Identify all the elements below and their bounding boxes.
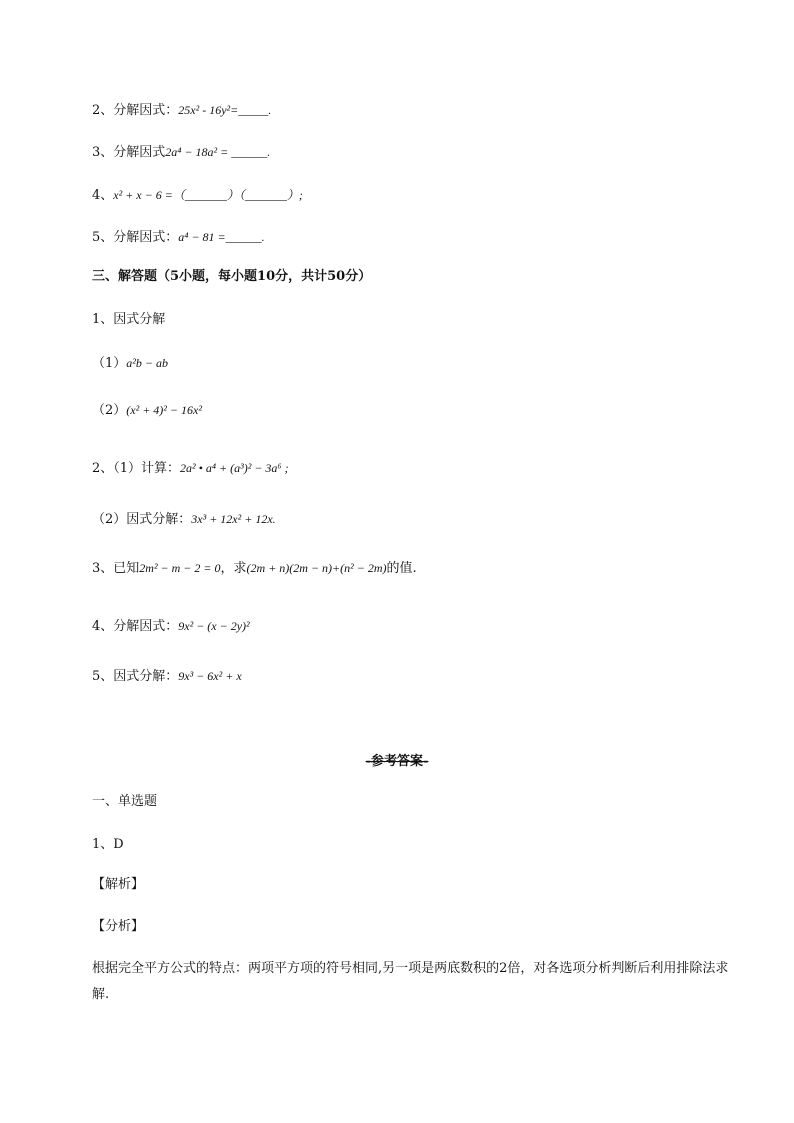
math-expression: 3x³ + 12x² + 12x. xyxy=(191,512,276,526)
solve-question-1-title: 1、因式分解 xyxy=(92,312,166,327)
math-expression: 9x² − (x − 2y)² xyxy=(178,619,250,633)
answer-1: 1、D xyxy=(92,837,124,852)
part-label: （1） xyxy=(92,356,127,371)
solve-question-4 xyxy=(92,617,250,636)
target-expression: (2m + n)(2m − n)+(n² − 2m) xyxy=(246,561,387,575)
solve-question-2-part-2 xyxy=(92,510,276,529)
question-prefix: 3、已知 xyxy=(92,561,140,576)
explanation-label: 【解析】 xyxy=(92,877,145,892)
solve-question-1-part-2 xyxy=(92,401,202,420)
answers-title: -参考答案- xyxy=(365,754,429,769)
answers-section-1-heading: 一、单选题 xyxy=(92,794,158,809)
fill-question-4 xyxy=(92,186,303,205)
question-label: 4、 xyxy=(92,188,114,203)
question-label: 5、因式分解： xyxy=(92,669,179,684)
solve-question-2-part-1 xyxy=(92,459,289,478)
part-label: （2） xyxy=(92,403,127,418)
question-label: 2、分解因式： xyxy=(92,103,179,118)
math-expression: 2a⁴ − 18a² = ______. xyxy=(165,145,271,159)
part-label: 2、（1）计算： xyxy=(92,461,181,476)
fill-question-5 xyxy=(92,228,265,247)
math-expression: a²b − ab xyxy=(126,356,168,370)
math-expression: x² + x − 6 =（_______）（_______）; xyxy=(113,188,303,202)
part-label: （2）因式分解： xyxy=(92,512,192,527)
question-label: 4、分解因式： xyxy=(92,619,179,634)
math-expression: 25x² - 16y²=_____. xyxy=(178,103,272,117)
math-expression: a⁴ − 81 =______. xyxy=(178,230,265,244)
analysis-label: 【分析】 xyxy=(92,919,145,934)
math-expression: (x² + 4)² − 16x² xyxy=(126,403,202,417)
solve-question-5 xyxy=(92,667,242,686)
math-expression: 9x³ − 6x² + x xyxy=(178,669,242,683)
question-mid: ，求 xyxy=(220,561,247,576)
fill-question-2 xyxy=(92,101,271,120)
solve-question-1-part-1 xyxy=(92,354,168,373)
analysis-paragraph: 根据完全平方公式的特点：两项平方项的符号相同,另一项是两底数积的2倍，对各选项分析判断后利用排除法求解. xyxy=(92,961,729,1002)
question-label: 5、分解因式： xyxy=(92,230,179,245)
condition-expression: 2m² − m − 2 = 0 xyxy=(139,561,221,575)
fill-question-3 xyxy=(92,143,270,162)
section-heading: 三、解答题（5小题，每小题10分，共计50分） xyxy=(92,269,372,284)
question-label: 3、分解因式 xyxy=(92,145,166,160)
question-suffix: 的值. xyxy=(386,561,417,576)
solve-question-3 xyxy=(92,559,417,578)
math-expression: 2a² • a⁴ + (a³)² − 3a⁶ ; xyxy=(180,461,289,475)
